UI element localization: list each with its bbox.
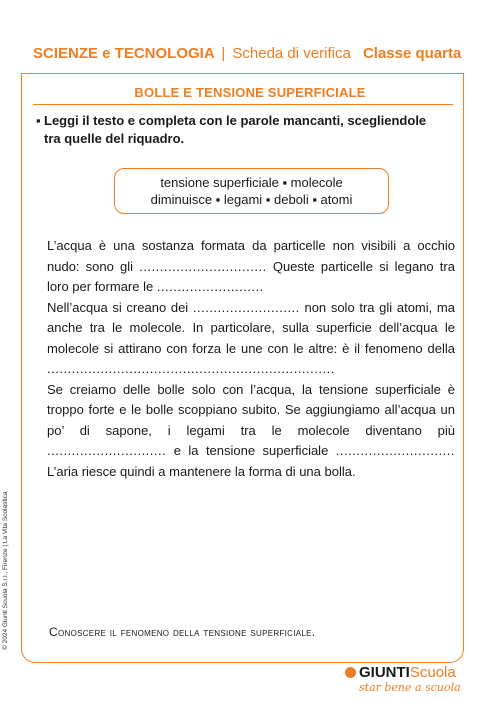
text-segment: Nell’acqua si creano dei xyxy=(47,299,193,315)
instruction-bullet: ▪ xyxy=(36,113,41,128)
grade-label: Classe quarta xyxy=(362,45,462,62)
logo-brand-light: Scuola xyxy=(409,664,456,681)
text-segment: L’acqua è una sostanza formata da particelle non visibili a occhio nudo: sono gli xyxy=(47,238,455,274)
paragraph-1 xyxy=(47,236,455,298)
sheet-type-label: Scheda di verifica xyxy=(232,45,351,62)
text-segment: L’aria riesce quindi a mantenere la forma di una bolla. xyxy=(47,463,356,479)
text-segment: e la tensione superficiale xyxy=(166,443,336,458)
cloze-text xyxy=(47,236,455,482)
title-divider xyxy=(33,104,453,105)
logo-tagline: star bene a scuola xyxy=(359,681,461,694)
logo-brand-bold: GIUNTI xyxy=(359,664,410,681)
blank-4[interactable]: ...................................................................... xyxy=(47,361,335,376)
text-segment: Se creiamo delle bolle solo con l’acqua, la tensione superficiale è troppo forte e le bolle scoppiano subito. Se aggiungiamo all’acqua un po’ di sapone, i legami tra le molecole diventano più xyxy=(47,381,455,438)
instruction-line-2: tra quelle del riquadro. xyxy=(44,131,185,146)
blank-6[interactable]: ............................. xyxy=(335,443,455,458)
instruction-line-1: Leggi il testo e completa con le parole mancanti, scegliendole xyxy=(44,113,427,128)
blank-5[interactable]: ............................. xyxy=(47,443,167,458)
logo-brand xyxy=(345,664,455,681)
paragraph-3 xyxy=(47,380,455,483)
instruction xyxy=(36,112,456,148)
blank-2[interactable]: .......................... xyxy=(156,279,264,294)
header-separator: | xyxy=(221,45,226,62)
blank-1[interactable]: ............................... xyxy=(139,258,267,274)
learning-objective: Conoscere il fenomeno della tensione superficiale. xyxy=(49,625,316,639)
subject-label: SCIENZE e TECNOLOGIA xyxy=(33,45,215,62)
worksheet-title: BOLLE E TENSIONE SUPERFICIALE xyxy=(134,85,366,100)
logo-mark-icon xyxy=(345,667,356,678)
paragraph-2 xyxy=(47,298,455,380)
text-segment: Queste particelle si legano tra loro per formare le xyxy=(47,258,455,294)
word-bank-line-1: tensione superficiale ▪ molecole xyxy=(160,175,343,190)
text-segment: non solo tra gli atomi, ma anche tra le molecole. In particolare, sulla superficie dell’acqua le molecole si attirano con forza le une con le altre: è il fenomeno della xyxy=(47,299,455,356)
publisher-logo xyxy=(345,664,461,698)
word-bank-line-2: diminuisce ▪ legami ▪ deboli ▪ atomi xyxy=(150,192,353,207)
blank-3[interactable]: .......................... xyxy=(192,299,300,315)
page-header xyxy=(33,45,473,62)
word-bank-box xyxy=(114,168,389,214)
copyright-notice: © 2024 Giunti Scuola S.r.l., Firenze | La Vita Scolastica xyxy=(2,491,9,650)
